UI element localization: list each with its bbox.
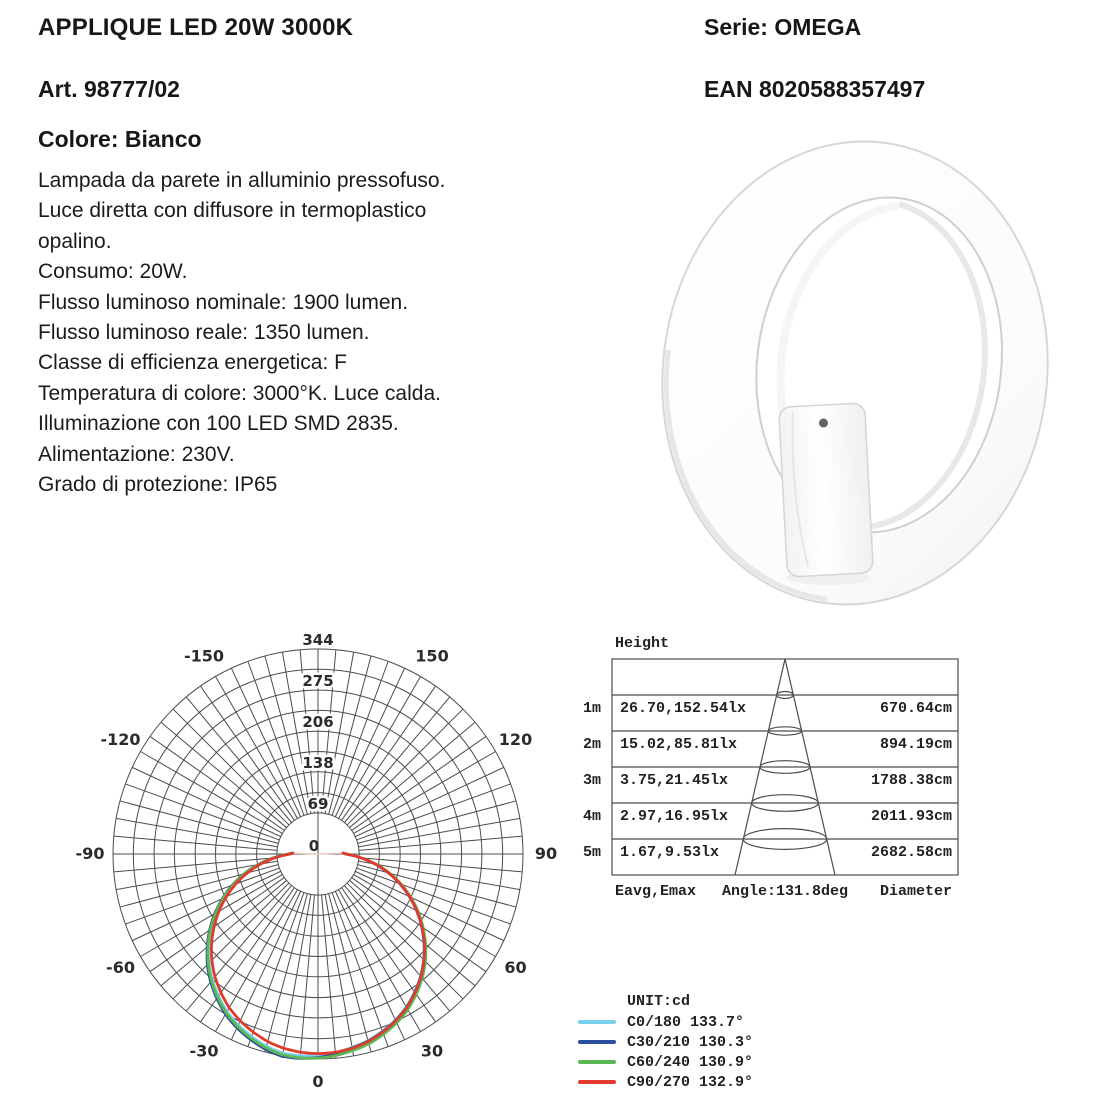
polar-curve-C60-240 (208, 853, 426, 1058)
svg-text:0: 0 (308, 837, 320, 855)
description-line: Classe di efficienza energetica: F (38, 351, 347, 375)
cone-title: Height (615, 635, 670, 652)
cone-row-height: 1m (583, 700, 602, 717)
legend-label-c60-240: C60/240 130.9° (627, 1053, 754, 1071)
color-label: Colore: Bianco (38, 126, 202, 152)
legend-swatch-c30-210 (578, 1040, 616, 1044)
svg-text:-60: -60 (106, 958, 135, 977)
cone-row-eavg-emax: 2.97,16.95lx (620, 808, 729, 825)
cone-row-eavg-emax: 3.75,21.45lx (620, 772, 729, 789)
description-line: Flusso luminoso nominale: 1900 lumen. (38, 290, 409, 314)
svg-text:-150: -150 (183, 646, 225, 666)
cone-row-height: 4m (583, 808, 602, 825)
series-label: Serie: OMEGA (704, 14, 862, 40)
svg-text:120: 120 (498, 730, 533, 749)
svg-text:60: 60 (504, 958, 527, 977)
cone-footer-left: Eavg,Emax (615, 883, 697, 900)
cone-row-eavg-emax: 26.70,152.54lx (620, 700, 747, 717)
cone-row-diameter: 2682.58cm (870, 844, 952, 861)
svg-text:150: 150 (415, 646, 449, 666)
photometry-legend (578, 992, 908, 1092)
cone-row-height: 3m (583, 772, 602, 789)
product-title: APPLIQUE LED 20W 3000K (38, 14, 354, 41)
svg-text:275: 275 (302, 672, 334, 691)
cone-row-eavg-emax: 15.02,85.81lx (620, 736, 738, 753)
svg-text:-120: -120 (100, 730, 141, 749)
legend-item-c30-210 (578, 1032, 908, 1052)
legend-item-c60-240 (578, 1052, 908, 1072)
polar-curves (207, 853, 426, 1058)
product-description (38, 166, 538, 500)
description-line: Illuminazione con 100 LED SMD 2835. (38, 412, 399, 436)
cone-row-diameter: 894.19cm (879, 736, 952, 753)
legend-label-c90-270: C90/270 132.9° (627, 1073, 754, 1091)
wall-bracket (779, 403, 874, 577)
cone-row-diameter: 2011.93cm (870, 808, 952, 825)
description-line: Grado di protezione: IP65 (38, 473, 278, 497)
legend-item-c0-180 (578, 1012, 908, 1032)
legend-label-c30-210: C30/210 130.3° (627, 1033, 754, 1051)
svg-text:69: 69 (307, 794, 329, 813)
legend-label-c0-180: C0/180 133.7° (627, 1013, 745, 1031)
description-line: Lampada da parete in alluminio pressofuso. (38, 169, 446, 192)
svg-text:344: 344 (302, 631, 334, 649)
cone-row-eavg-emax: 1.67,9.53lx (620, 844, 720, 861)
svg-text:138: 138 (302, 753, 334, 772)
legend-unit-label: UNIT:cd (627, 993, 691, 1010)
svg-text:90: 90 (534, 844, 558, 863)
cone-grid (612, 659, 958, 875)
legend-swatch-c60-240 (578, 1060, 616, 1064)
description-line: Alimentazione: 230V. (38, 442, 235, 466)
beam-cone-diagram (575, 630, 975, 910)
svg-text:30: 30 (420, 1041, 444, 1061)
cone-row-diameter: 1788.38cm (870, 772, 952, 789)
article-number: Art. 98777/02 (38, 76, 180, 102)
svg-text:206: 206 (302, 713, 334, 732)
ean-code: EAN 8020588357497 (704, 76, 926, 102)
cone-footer-center: Angle:131.8deg (721, 883, 849, 900)
description-line: Consumo: 20W. (38, 260, 188, 284)
description-line: Flusso luminoso reale: 1350 lumen. (38, 321, 370, 345)
legend-item-c90-270 (578, 1072, 908, 1092)
svg-text:-30: -30 (189, 1041, 219, 1061)
cone-row-height: 5m (583, 844, 602, 861)
legend-swatch-c90-270 (578, 1080, 616, 1084)
description-line: opalino. (38, 229, 112, 253)
cone-row-diameter: 670.64cm (879, 700, 952, 717)
cone-row-height: 2m (583, 736, 602, 753)
svg-text:-90: -90 (75, 844, 105, 863)
svg-text:0: 0 (312, 1072, 324, 1091)
description-line: Temperatura di colore: 3000°K. Luce calda. (38, 381, 441, 405)
product-photo (610, 110, 1070, 630)
cone-footer-right: Diameter (879, 883, 952, 900)
description-line: Luce diretta con diffusore in termoplastico (38, 199, 427, 223)
polar-intensity-chart (30, 628, 610, 1098)
legend-swatch-c0-180 (578, 1020, 616, 1024)
polar-labels (76, 631, 558, 1091)
